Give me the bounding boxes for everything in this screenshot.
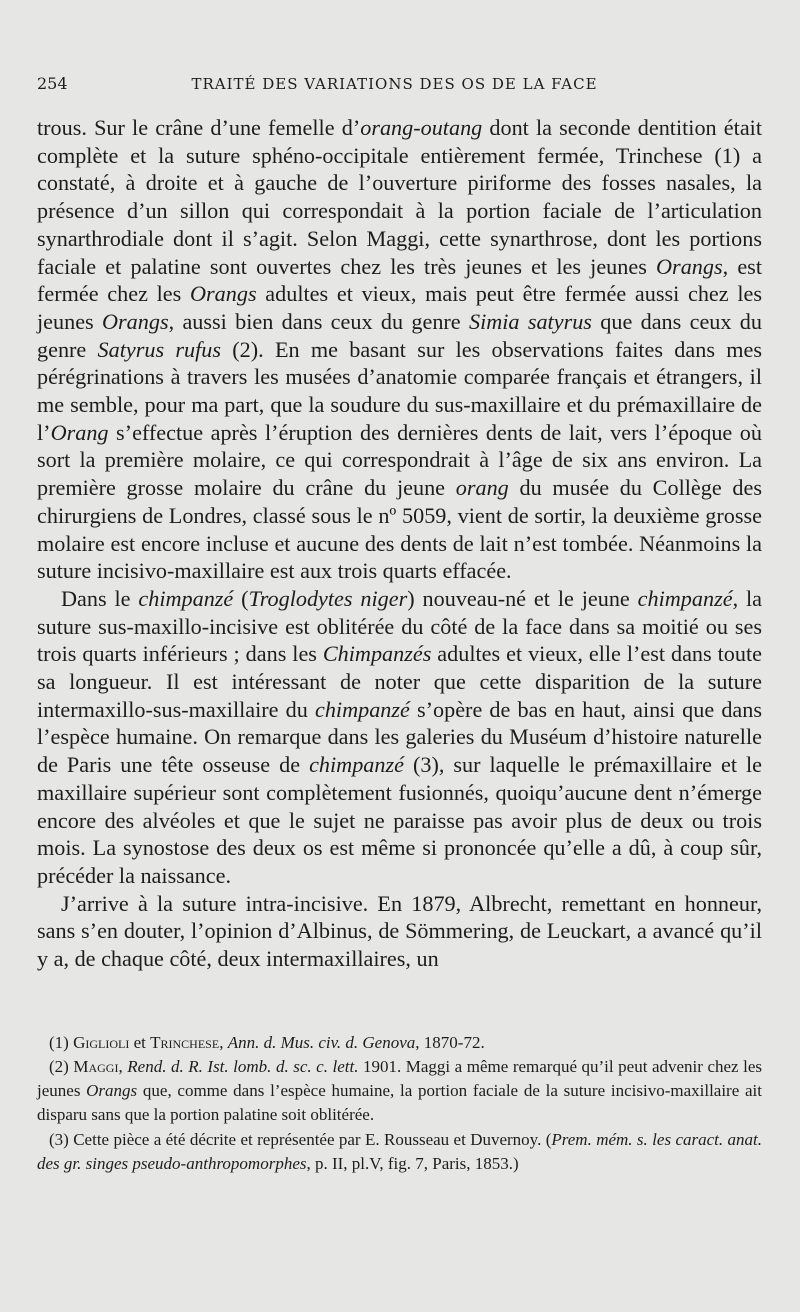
text-run: Dans le [61, 585, 139, 611]
text-run: (3) Cette pièce a été décrite et représentée par E. Rousseau et Duvernoy. ( [49, 1129, 552, 1149]
paragraph [37, 114, 762, 585]
italic-run: Orang [50, 419, 109, 445]
italic-run: Simia satyrus [468, 308, 592, 334]
main-text [37, 114, 762, 973]
italic-run: Rend. d. R. Ist. lomb. d. sc. c. lett. [127, 1057, 359, 1076]
italic-run: Troglodytes niger [248, 585, 408, 611]
italic-run: Orangs [656, 253, 723, 279]
smallcaps-run: Giglioli [73, 1032, 130, 1052]
text-run: ) nouveau-né et le jeune [407, 585, 638, 611]
text-run: adultes et vieux, elle l’est dans toute sa longueur. Il est intéressant de noter que cette disparition de la suture intermaxillo-sus-maxillaire du [37, 641, 762, 722]
smallcaps-run: Trinchese [150, 1032, 220, 1052]
italic-run: chimpanzé [138, 585, 234, 611]
paragraph [37, 585, 762, 890]
text-run: que dans ceux du genre [37, 308, 762, 362]
italic-run: orang-outang [360, 115, 483, 140]
text-run: , p. II, pl.V, fig. 7, Paris, 1853.) [306, 1153, 519, 1173]
text-run: (3), sur laquelle le prémaxillaire et le maxillaire supérieur sont complètement fusionnés, quoiqu’aucune dent n’émerge encore des alvéoles et que le sujet ne paraisse pas avoir plus de deux ou trois mois. La synostose des deux os est même si prononcée qu’elle a dû, à coup sûr, précéder la naissance. [37, 752, 762, 888]
text-run: (1) [49, 1032, 74, 1052]
text-run: , est fermée chez les [37, 253, 762, 307]
italic-run: Satyrus rufus [97, 336, 222, 362]
italic-run: chimpanzé [309, 752, 404, 778]
text-run: 1901. Maggi a même remarqué qu’il peut advenir chez les jeunes [37, 1057, 762, 1101]
text-run: , 1870-72. [415, 1032, 485, 1052]
text-run: (2) [49, 1057, 74, 1076]
italic-run: Orangs [102, 308, 169, 334]
text-run: s’opère de bas en haut, ainsi que dans l’espèce humaine. On remarque dans les galeries du Muséum d’histoire naturelle de Paris une tête osseuse de [37, 696, 762, 778]
smallcaps-run: Maggi [73, 1057, 119, 1076]
text-run: ( [233, 585, 249, 611]
text-run: adultes et vieux, mais peut être fermée aussi chez les jeunes [37, 281, 762, 334]
italic-run: Prem. mém. s. les caract. anat. des gr. singes pseudo-anthropomorphes [37, 1129, 762, 1173]
page-number: 254 [37, 74, 68, 93]
italic-run: Orangs [86, 1081, 138, 1101]
footnote [37, 1055, 762, 1128]
footnote [37, 1031, 762, 1055]
text-run: trous. Sur le crâne d’une femelle d’ [37, 115, 361, 140]
page-header [37, 74, 762, 104]
italic-run: chimpanzé [314, 696, 410, 722]
text-run: , [118, 1057, 128, 1076]
text-run: , [219, 1032, 228, 1052]
italic-run: chimpanzé [637, 585, 733, 611]
italic-run: orang [455, 475, 509, 501]
footnote [37, 1128, 762, 1176]
italic-run: Orangs [190, 281, 257, 307]
text-run: s’effectue après l’éruption des dernières dents de lait, vers l’époque où sort la première molaire, ce qui correspondrait à l’âge de six ans environ. La première grosse molaire du crâne du jeune [37, 419, 762, 501]
running-title: TRAITÉ DES VARIATIONS DES OS DE LA FACE [191, 75, 598, 93]
text-run: dont la seconde dentition était complète et la suture sphéno-occipitale entièrement fermée, Trinchese (1) a constaté, à droite et à gauche de l’ouverture piriforme des fosses nasales, la présence d’un sillon qui correspondait à la portion faciale de l’articulation synarthrodiale dont il s’agit. Selon Maggi, cette synarthrose, dont les portions faciale et palatine sont ouvertes chez les très jeunes et les jeunes [37, 115, 762, 279]
text-run: et [129, 1032, 151, 1052]
italic-run: Chimpanzés [322, 641, 432, 667]
footnotes [37, 1031, 762, 1176]
text-run: (2). En me basant sur les observations faites dans mes pérégrinations à travers les musées d’anatomie comparée français et étrangers, il me semble, pour ma part, que la soudure du sus-maxillaire et du prémaxillaire de l’ [37, 336, 762, 445]
paragraph [37, 890, 762, 973]
text-run: que, comme dans l’espèce humaine, la portion faciale de la suture incisivo-maxillaire ait disparu sans que la portion palatine soit oblitérée. [37, 1081, 762, 1125]
italic-run: Ann. d. Mus. civ. d. Genova [227, 1032, 416, 1052]
text-run: J’arrive à la suture intra-incisive. En 1879, Albrecht, remettant en honneur, sans s’en douter, l’opinion d’Albinus, de Sömmering, de Leuckart, a avancé qu’il y a, de chaque côté, deux intermaxillaires, un [37, 890, 762, 972]
text-run: , la suture sus-maxillo-incisive est oblitérée du côté de la face dans sa moitié ou ses trois quarts inférieurs ; dans les [37, 585, 763, 667]
text-run: , aussi bien dans ceux du genre [168, 308, 469, 334]
text-run: du musée du Collège des chirurgiens de Londres, classé sous le nº 5059, vient de sortir, la deuxième grosse molaire est encore incluse et aucune des dents de lait n’est tombée. Néanmoins la suture incisivo-maxillaire est aux trois quarts effacée. [37, 475, 762, 584]
